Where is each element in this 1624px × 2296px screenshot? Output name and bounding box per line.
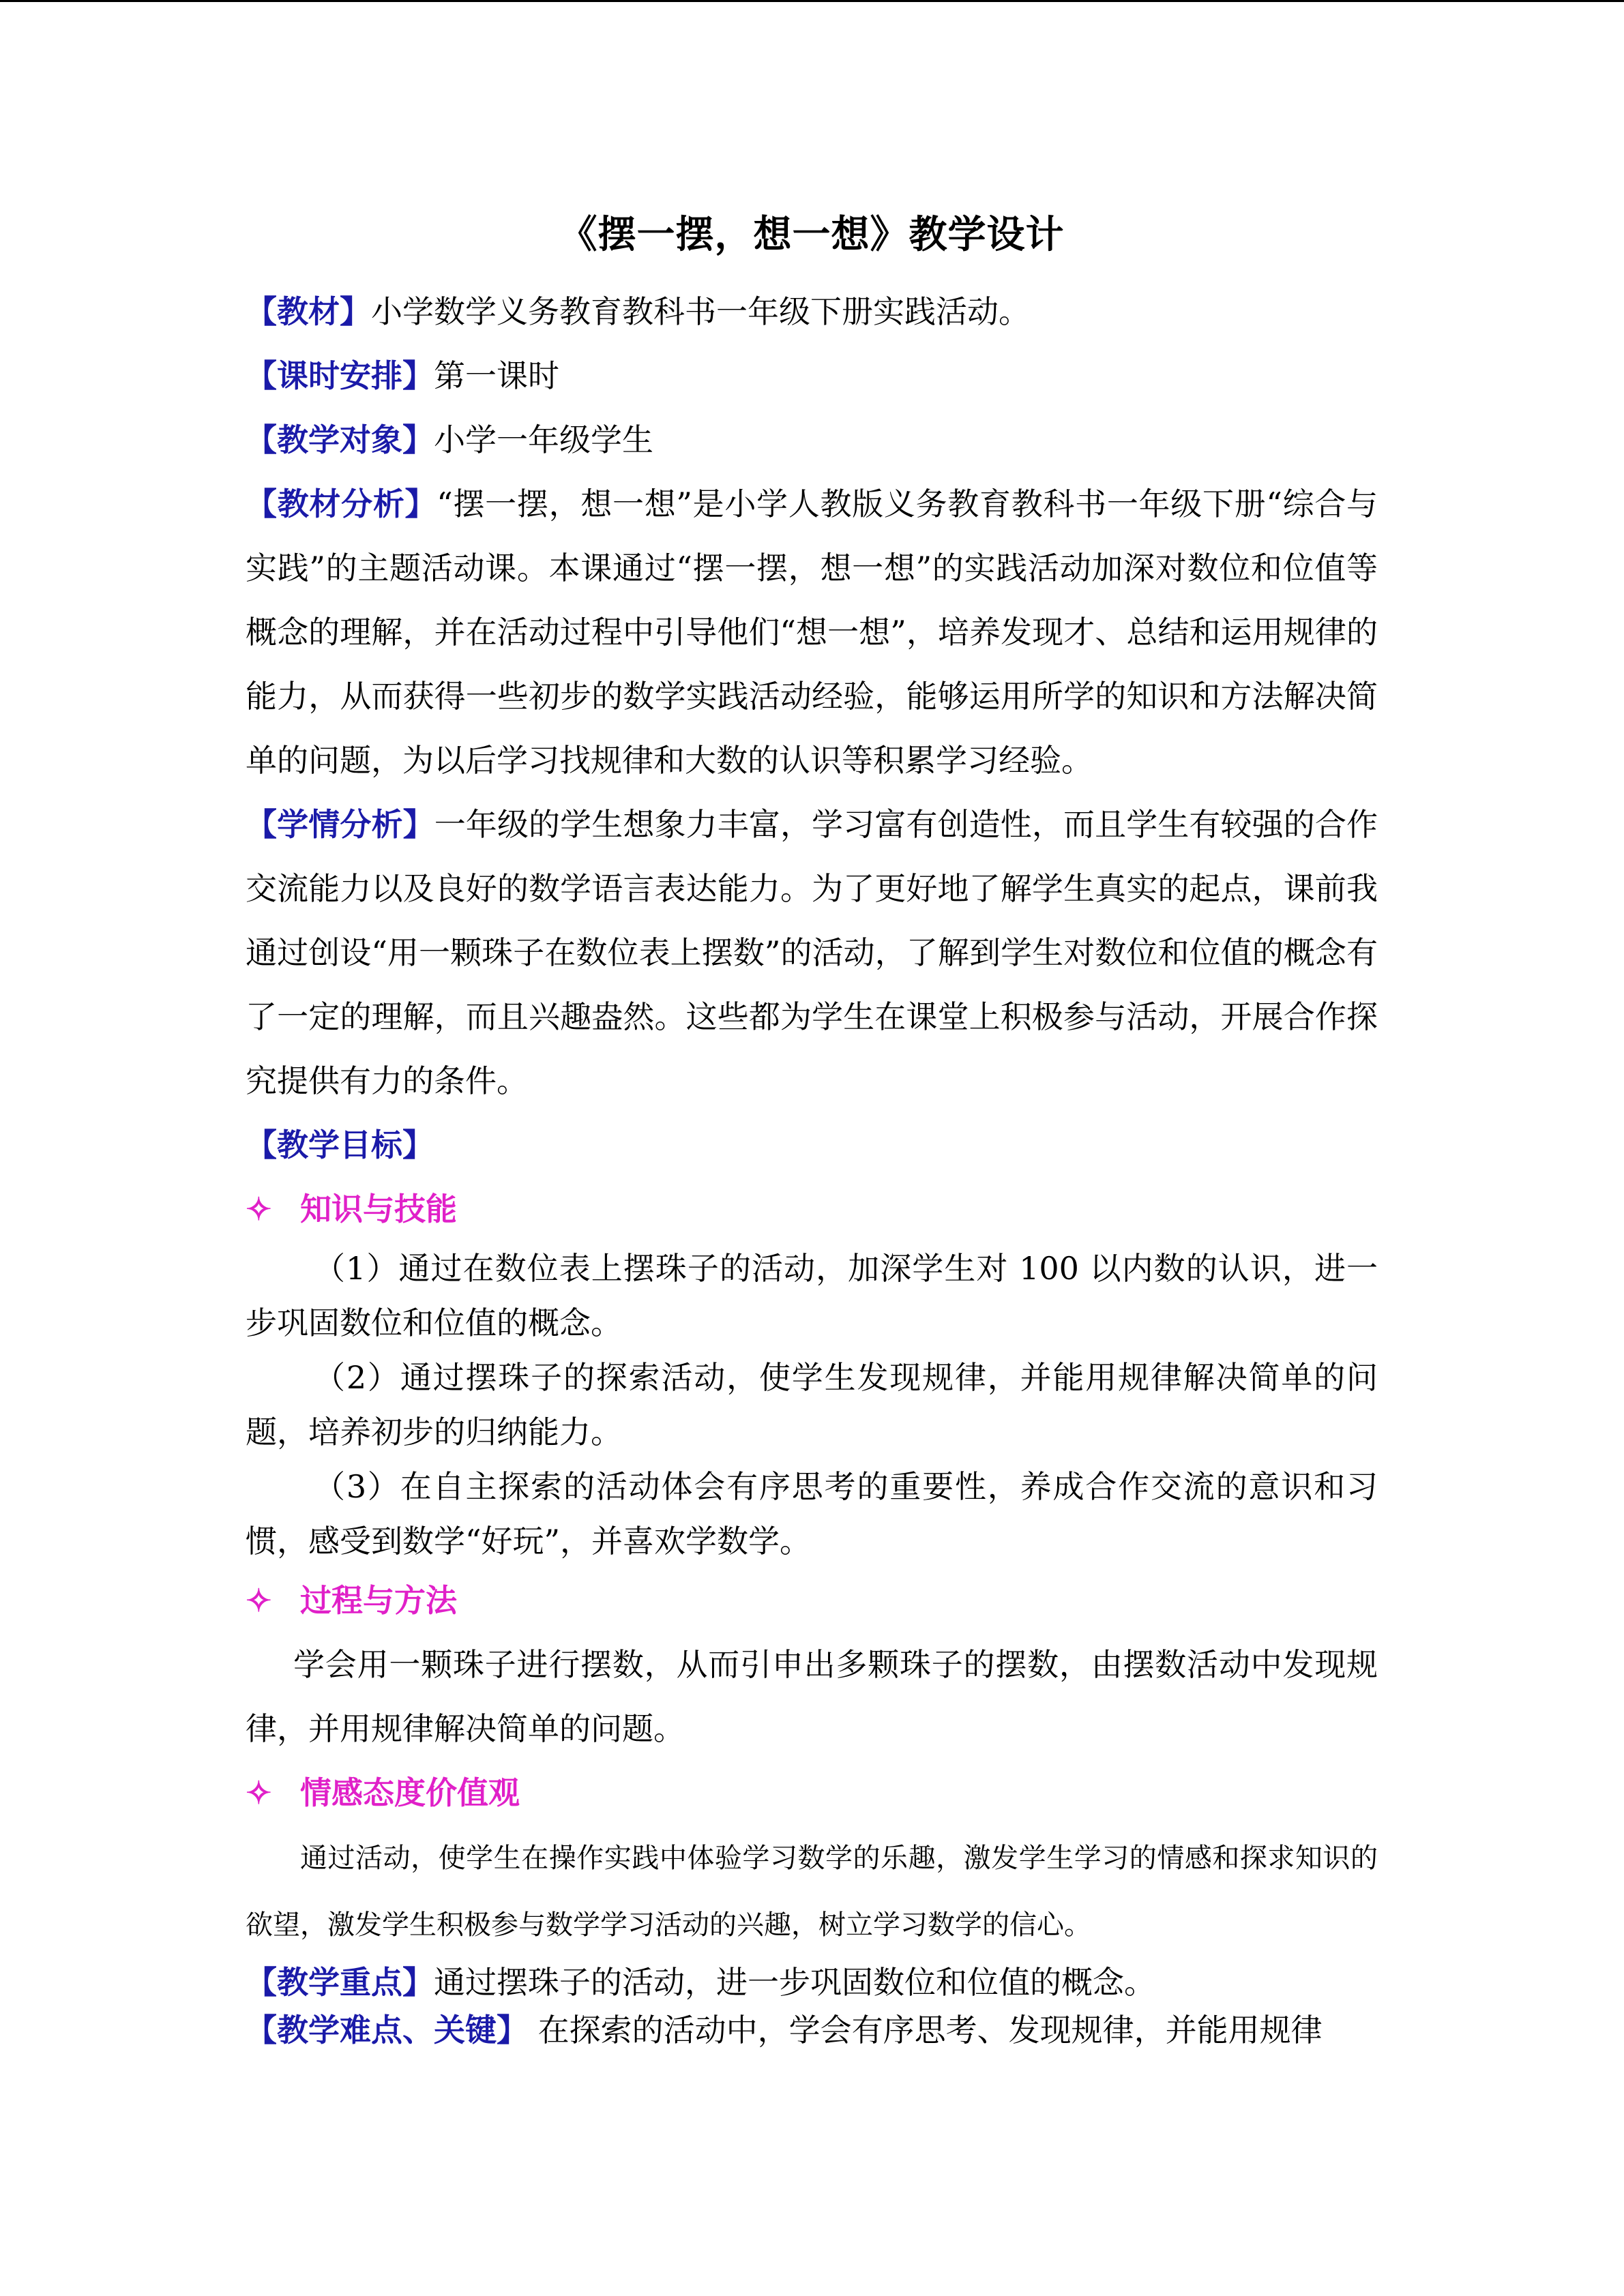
knowledge-heading-text: 知识与技能 (300, 1191, 457, 1227)
goals-row (246, 1113, 1378, 1177)
audience-row (246, 408, 1378, 472)
learners-tag: 【学情分析】 (246, 806, 434, 843)
page-top-border (0, 0, 1624, 2)
document-body (246, 205, 1378, 2054)
key-point-tag: 【教学重点】 (246, 1964, 434, 2001)
process-text: 学会用一颗珠子进行摆数，从而引申出多颗珠子的摆数，由摆数活动中发现规律，并用规律解决简单的问题。 (246, 1646, 1378, 1747)
textbook-tag: 【教材】 (246, 293, 371, 330)
textbook-text: 小学数学义务教育教科书一年级下册实践活动。 (371, 293, 1030, 330)
sparkle-icon: ✧ (246, 1582, 272, 1619)
values-heading-text: 情感态度价值观 (300, 1774, 520, 1811)
process-heading (246, 1568, 1378, 1632)
sparkle-icon: ✧ (246, 1774, 272, 1811)
key-point-row (246, 1958, 1378, 2006)
analysis-tag: 【教材分析】 (246, 486, 437, 522)
schedule-tag: 【课时安排】 (246, 357, 434, 394)
audience-text: 小学一年级学生 (434, 421, 653, 458)
analysis-text: “摆一摆，想一想”是小学人教版义务教育教科书一年级下册“综合与实践”的主题活动课。本课通过“摆一摆，想一想”的实践活动加深对数位和位值等概念的理解，并在活动过程中引导他们“想一想”，培养发现才、总结和运用规律的能力，从而获得一些初步的数学实践活动经验，能够运用所学的知识和方法解决简单的问题，为以后学习找规律和大数的认识等积累学习经验。 (246, 486, 1378, 779)
textbook-row (246, 280, 1378, 344)
audience-tag: 【教学对象】 (246, 421, 434, 458)
difficulty-tag: 【教学难点、关键】 (246, 2012, 528, 2048)
sparkle-icon: ✧ (246, 1191, 272, 1227)
analysis-row (246, 472, 1378, 792)
knowledge-heading (246, 1177, 1378, 1241)
goals-tag: 【教学目标】 (246, 1127, 434, 1163)
knowledge-item-2: （2）通过摆珠子的探索活动，使学生发现规律，并能用规律解决简单的问题，培养初步的归纳能力。 (246, 1359, 1378, 1450)
knowledge-item-3: （3）在自主探索的活动体会有序思考的重要性，养成合作交流的意识和习惯，感受到数学“好玩”，并喜欢学数学。 (246, 1468, 1378, 1560)
key-point-text: 通过摆珠子的活动，进一步巩固数位和位值的概念。 (434, 1964, 1155, 2001)
learners-row (246, 792, 1378, 1113)
difficulty-text: 在探索的活动中，学会有序思考、发现规律，并能用规律 (528, 2012, 1323, 2048)
values-heading (246, 1761, 1378, 1825)
document-title: 《摆一摆，想一想》教学设计 (559, 213, 1065, 257)
learners-text: 一年级的学生想象力丰富，学习富有创造性，而且学生有较强的合作交流能力以及良好的数学语言表达能力。为了更好地了解学生真实的起点，课前我通过创设“用一颗珠子在数位表上摆数”的活动，了解到学生对数位和位值的概念有了一定的理解，而且兴趣盎然。这些都为学生在课堂上积极参与活动，开展合作探究提供有力的条件。 (246, 806, 1378, 1099)
values-text: 通过活动，使学生在操作实践中体验学习数学的乐趣，激发学生学习的情感和探求知识的欲望，激发学生积极参与数学学习活动的兴趣，树立学习数学的信心。 (246, 1843, 1378, 1941)
process-heading-text: 过程与方法 (300, 1582, 457, 1619)
knowledge-item-1: （1）通过在数位表上摆珠子的活动，加深学生对 100 以内数的认识，进一步巩固数位和位值的概念。 (246, 1250, 1378, 1341)
difficulty-row (246, 2006, 1378, 2054)
schedule-row (246, 344, 1378, 408)
schedule-text: 第一课时 (434, 357, 559, 394)
